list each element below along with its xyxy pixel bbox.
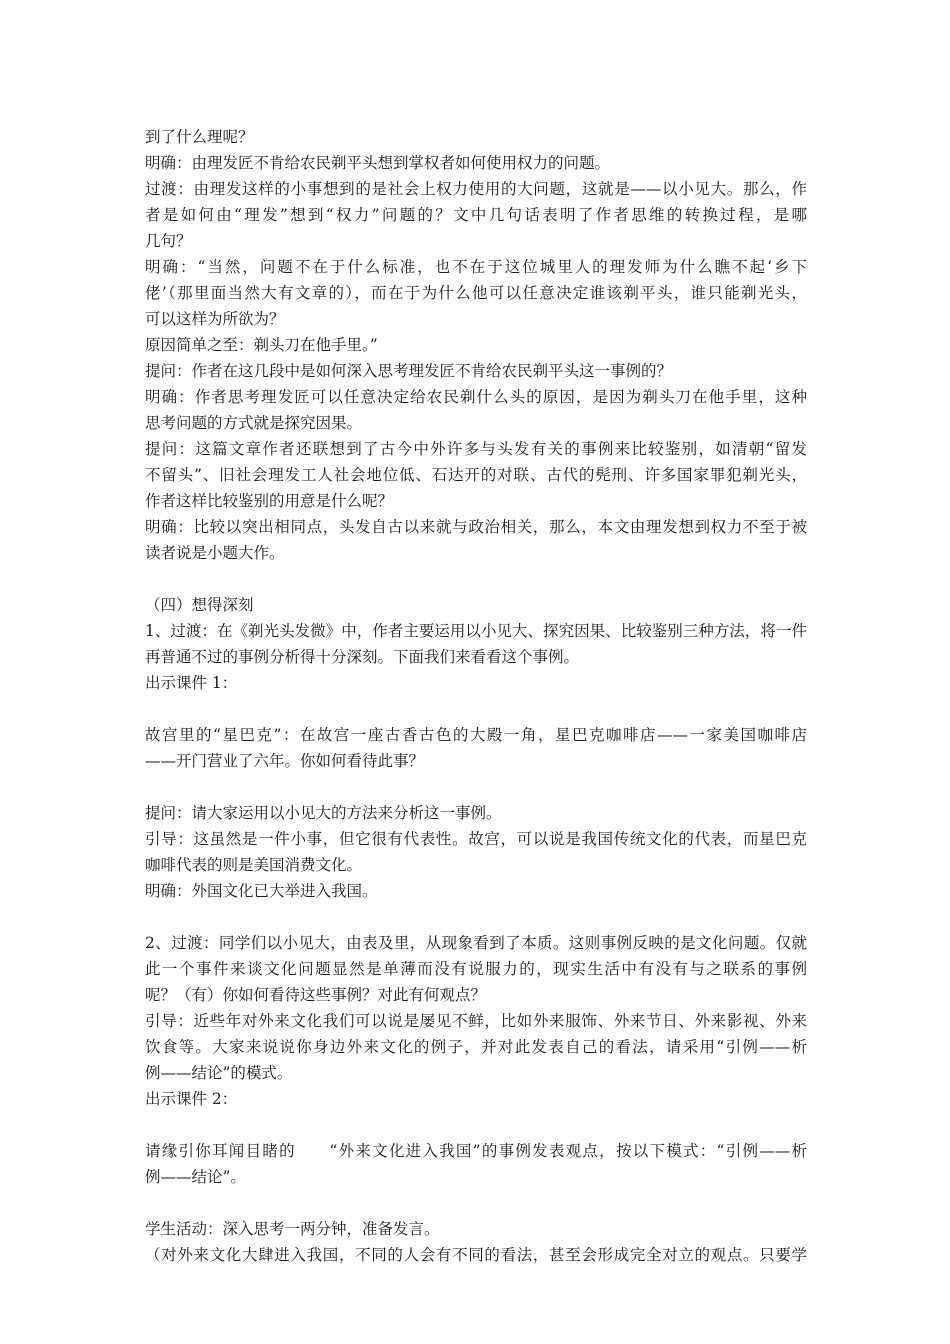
blank-line <box>145 1190 807 1216</box>
blank-line <box>145 696 807 722</box>
text-line: 例——结论”的模式。 <box>145 1064 293 1082</box>
text-line: 思考问题的方式就是探究因果。 <box>145 414 363 432</box>
text-line: 过渡：由理发这样的小事想到的是社会上权力使用的大问题，这就是——以小见大。那么，作 <box>145 180 807 198</box>
text-line: 饮食等。大家来说说你身边外来文化的例子，并对此发表自己的看法，请采用“引例——析 <box>145 1038 807 1056</box>
text-line: 佬’（那里面当然大有文章的），而在于为什么他可以任意决定谁该剃平头，谁只能剃光头， <box>145 284 807 302</box>
text-line: 请缘引你耳闻目睹的 “外来文化进入我国”的事例发表观点，按以下模式：“引例——析 <box>145 1142 807 1160</box>
text-line: ——开门营业了六年。你如何看待此事？ <box>145 752 425 770</box>
text-line: 明确：比较以突出相同点，头发自古以来就与政治相关，那么，本文由理发想到权力不至于被 <box>145 518 807 536</box>
text-line: 读者说是小题大作。 <box>145 544 285 562</box>
text-line: 1、过渡：在《剃光头发微》中，作者主要运用以小见大、探究因果、比较鉴别三种方法，将一件 <box>145 622 807 640</box>
text-line: 到了什么理呢？ <box>145 128 254 146</box>
blank-line <box>145 1112 807 1138</box>
section-heading: （四）想得深刻 <box>145 596 254 614</box>
text-line: 明确：“当然，问题不在于什么标准，也不在于这位城里人的理发师为什么瞧不起‘乡下 <box>145 258 807 276</box>
text-line: 呢？（有）你如何看待这些事例？对此有何观点？ <box>145 986 487 1004</box>
text-line: 再普通不过的事例分析得十分深刻。下面我们来看看这个事例。 <box>145 648 580 666</box>
text-line: 可以这样为所欲为？ <box>145 310 285 328</box>
blank-line <box>145 566 807 592</box>
text-line: 明确：作者思考理发匠可以任意决定给农民剃什么头的原因，是因为剃头刀在他手里，这种 <box>145 388 807 406</box>
text-line: 故宫里的“星巴克”：在故宫一座古香古色的大殿一角，星巴克咖啡店——一家美国咖啡店 <box>145 726 807 744</box>
text-line: 明确：由理发匠不肯给农民剃平头想到掌权者如何使用权力的问题。 <box>145 154 611 172</box>
text-line: 几句？ <box>145 232 192 250</box>
text-line: 原因简单之至：剃头刀在他手里。” <box>145 336 378 354</box>
blank-line <box>145 904 807 930</box>
blank-line <box>145 774 807 800</box>
text-line: 咖啡代表的则是美国消费文化。 <box>145 856 363 874</box>
text-line: 提问：这篇文章作者还联想到了古今中外许多与头发有关的事例来比较鉴别，如清朝“留发 <box>145 440 807 458</box>
text-line: （对外来文化大肆进入我国，不同的人会有不同的看法，甚至会形成完全对立的观点。只要学 <box>145 1246 807 1264</box>
text-line: 作者这样比较鉴别的用意是什么呢？ <box>145 492 394 510</box>
text-line: 此一个事件来谈文化问题显然是单薄而没有说服力的，现实生活中有没有与之联系的事例 <box>145 960 807 978</box>
text-line: 提问：作者在这几段中是如何深入思考理发匠不肯给农民剃平头这一事例的？ <box>145 362 673 380</box>
text-line: 出示课件 2： <box>145 1090 238 1108</box>
text-line: 学生活动：深入思考一两分钟，准备发言。 <box>145 1220 440 1238</box>
text-line: 不留头”、旧社会理发工人社会地位低、石达开的对联、古代的髡刑、许多国家罪犯剃光头， <box>145 466 807 484</box>
text-line: 引导：这虽然是一件小事，但它很有代表性。故宫，可以说是我国传统文化的代表，而星巴克 <box>145 830 807 848</box>
text-line: 2、过渡：同学们以小见大，由表及里，从现象看到了本质。这则事例反映的是文化问题。仅就 <box>145 934 807 952</box>
text-line: 明确：外国文化已大举进入我国。 <box>145 882 378 900</box>
text-line: 例——结论”。 <box>145 1168 246 1186</box>
text-line: 者是如何由“理发”想到“权力”问题的？文中几句话表明了作者思维的转换过程，是哪 <box>145 206 807 224</box>
text-line: 出示课件 1： <box>145 674 238 692</box>
text-line: 引导：近些年对外来文化我们可以说是屡见不鲜，比如外来服饰、外来节日、外来影视、外来 <box>145 1012 807 1030</box>
document-body <box>145 124 807 1268</box>
text-line: 提问：请大家运用以小见大的方法来分析这一事例。 <box>145 804 502 822</box>
